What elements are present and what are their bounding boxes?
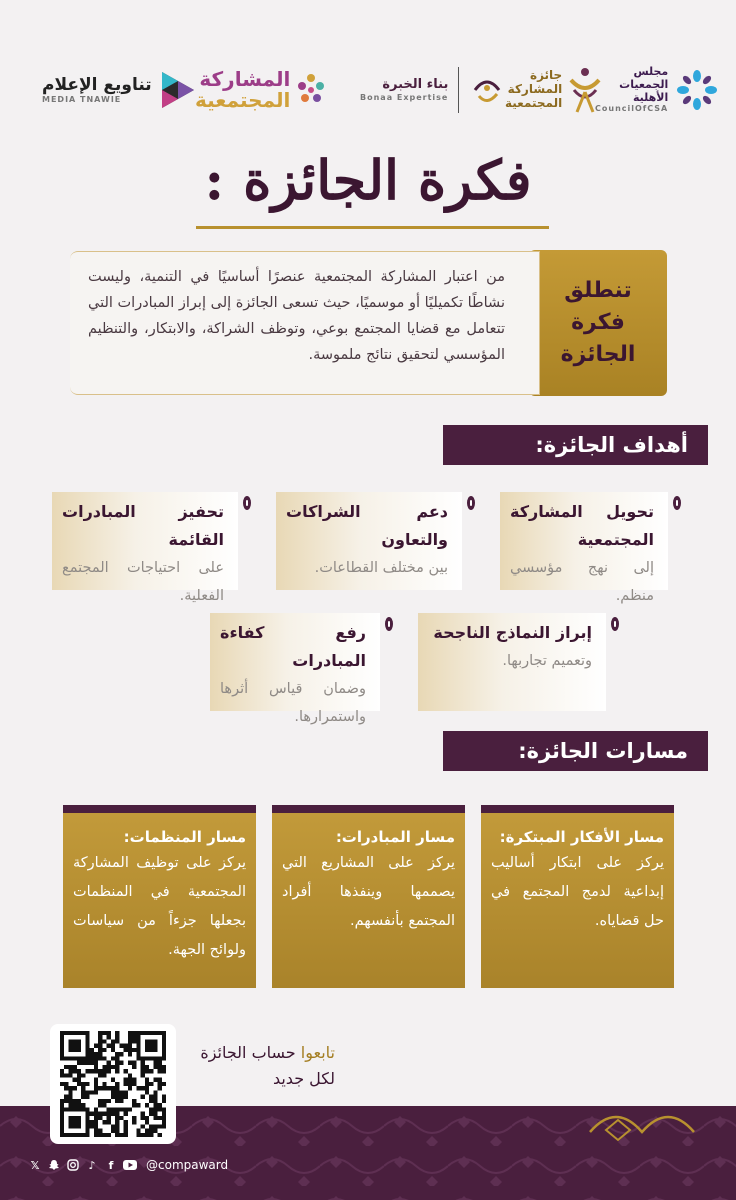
- award-emblem-icon: [568, 66, 602, 114]
- facebook-icon[interactable]: f: [108, 1158, 114, 1172]
- bonaa-divider: [458, 67, 459, 113]
- track-body: يركز على توظيف المشاركة المجتمعية في المنظمات بجعلها جزءاً من سياسات ولوائح الجهة.: [73, 855, 246, 958]
- tracks-heading: مسارات الجائزة:: [443, 731, 708, 771]
- social-handle[interactable]: @compaward: [146, 1158, 229, 1172]
- goals-heading: أهداف الجائزة:: [443, 425, 708, 465]
- track-body: يركز على المشاريع التي يصممها وينفذها أفراد المجتمع بأنفسهم.: [282, 855, 455, 929]
- qr-code-icon: [57, 1031, 169, 1137]
- intro-badge-label: تنطلق فكرة الجائزة: [560, 278, 636, 367]
- award-line2: المشاركة: [507, 82, 563, 97]
- tawiye-english: MEDIA TNAWIE: [42, 95, 122, 105]
- social-links: [28, 1153, 228, 1177]
- goal-title: رفع كفاءة المبادرات: [220, 623, 366, 670]
- bonaa-emblem-icon: [469, 70, 505, 110]
- follow-rest: حساب الجائزة: [200, 1043, 296, 1062]
- bonaa-english: Bonaa Expertise: [360, 92, 449, 102]
- youtube-icon[interactable]: [123, 1158, 137, 1172]
- follow-us-text: [185, 1040, 335, 1092]
- intro-paragraph: من اعتبار المشاركة المجتمعية عنصرًا أساسيًا في التنمية، وليست نشاطًا تكميليًا أو موسميًا، حيث تسعى الجائزة إلى إبراز المبادرات التي تتعامل مع قضايا المجتمع بوعي، وتوظف الشراكة، والابتكار، والتنظيم المؤسسي لتحقيق نتائج ملموسة.: [88, 269, 505, 363]
- title-underline: [196, 226, 549, 229]
- goal-bullet-icon: [242, 496, 252, 510]
- intro-text-box: [70, 251, 540, 395]
- follow-line2: لكل جديد: [272, 1069, 335, 1088]
- goal-bullet-icon: [610, 617, 620, 631]
- track-title: مسار المنظمات:: [123, 828, 246, 846]
- intro-badge: [529, 250, 667, 396]
- goal-card: [210, 613, 380, 725]
- track-title: مسار الأفكار المبتكرة:: [499, 828, 664, 846]
- award-logo: [505, 40, 602, 140]
- track-title: مسار المبادرات:: [335, 828, 455, 846]
- goal-title: دعم الشراكات والتعاون: [286, 502, 448, 549]
- bonaa-logo: [360, 40, 505, 140]
- goal-body: وتعميم تجاربها.: [502, 653, 592, 669]
- goal-title: إبراز النماذج الناجحة: [433, 623, 592, 642]
- council-sub: CouncilOfCSA: [595, 104, 669, 114]
- goal-bullet-icon: [672, 496, 682, 510]
- goal-title: تحويل المشاركة المجتمعية: [510, 502, 654, 549]
- x-icon[interactable]: 𝕏: [30, 1158, 40, 1172]
- tawiye-play-icon: [158, 70, 198, 110]
- goal-card: [418, 613, 606, 711]
- tawiye-arabic: تناويع الإعلام: [42, 74, 152, 95]
- award-line1: جائزة: [530, 68, 563, 83]
- track-card: [272, 805, 465, 988]
- goal-body: بين مختلف القطاعات.: [314, 560, 448, 576]
- goal-body: إلى نهج مؤسسي منظم.: [510, 560, 654, 604]
- instagram-icon[interactable]: [66, 1158, 80, 1172]
- follow-word: تابعوا: [300, 1043, 335, 1062]
- award-line3: المجتمعية: [505, 95, 563, 110]
- tawiye-media-logo: [42, 40, 198, 140]
- goal-card: [52, 492, 238, 604]
- mosharaka-dots-icon: [296, 73, 326, 107]
- council-csa-logo: [595, 40, 720, 140]
- award-logo-text: [505, 69, 562, 110]
- goal-bullet-icon: [466, 496, 476, 510]
- goal-card: [276, 492, 462, 590]
- mosharaka-logo: [195, 40, 326, 140]
- goal-bullet-icon: [384, 617, 394, 631]
- mosharaka-line1: المشاركة: [199, 67, 291, 91]
- goal-body: وضمان قياس أثرها واستمرارها.: [220, 681, 366, 725]
- track-card: [63, 805, 256, 988]
- track-card: [481, 805, 674, 988]
- goal-body: على احتياجات المجتمع الفعلية.: [62, 560, 224, 604]
- council-line2: الجمعيات: [619, 78, 669, 92]
- partner-logos: [20, 40, 716, 140]
- mosharaka-line2: المجتمعية: [195, 88, 291, 112]
- bonaa-logo-text: [360, 78, 448, 102]
- tawiye-logo-text: [42, 76, 152, 105]
- bonaa-arabic: بناء الخبرة: [382, 76, 449, 92]
- council-logo-text: [595, 66, 668, 113]
- council-line1: مجلس: [633, 65, 669, 79]
- goal-title: تحفيز المبادرات القائمة: [62, 502, 224, 549]
- qr-code[interactable]: [50, 1024, 176, 1144]
- council-logo-icon: [674, 67, 720, 113]
- tiktok-icon[interactable]: ♪: [88, 1158, 96, 1172]
- goal-card: [500, 492, 668, 604]
- track-body: يركز على ابتكار أساليب إبداعية لدمج المجتمع في حل قضاياه.: [491, 855, 664, 929]
- snapchat-icon[interactable]: [47, 1158, 61, 1172]
- page-title: فكرة الجائزة :: [204, 148, 532, 212]
- mosharaka-logo-text: [195, 69, 290, 111]
- council-line3: الأهلية: [633, 90, 669, 104]
